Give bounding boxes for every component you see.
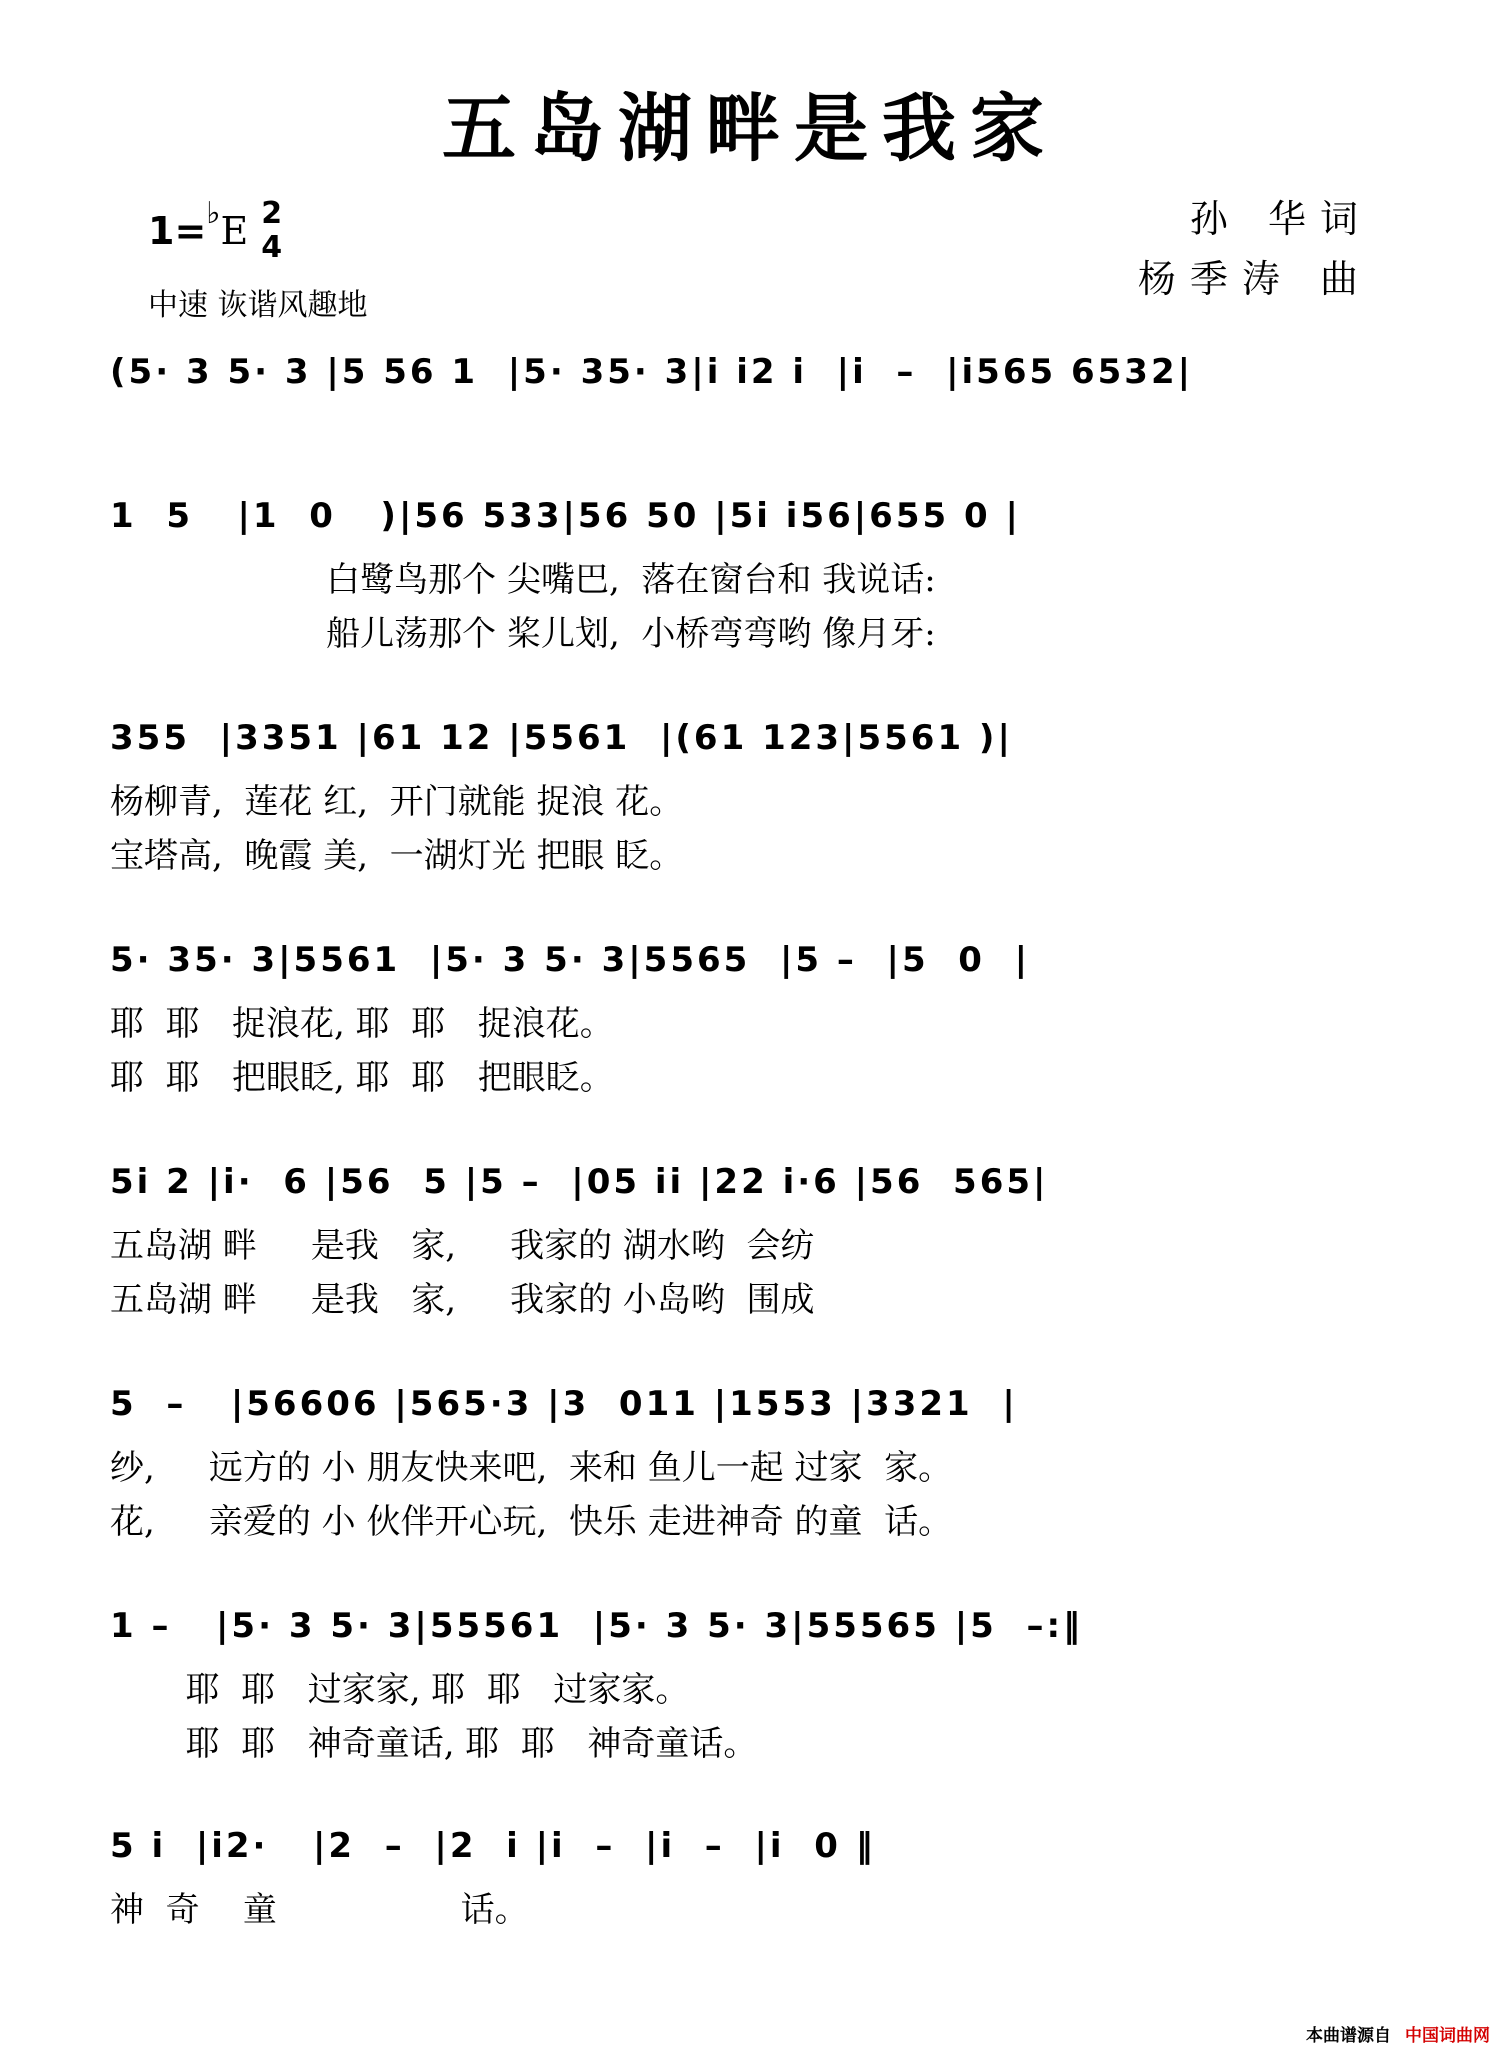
lyric-verse-1: 耶 耶 捉浪花, 耶 耶 捉浪花。 [110,1004,614,1044]
time-bottom: 4 [261,229,283,265]
notation-line: 5· 35· 3|5561 |5· 3 5· 3|5565 |5 – |5 0 | [110,940,1031,980]
time-top: 2 [261,195,283,231]
notation-line: 1 – |5· 3 5· 3|55561 |5· 3 5· 3|55565 |5 –:‖ [110,1606,1084,1646]
notation-line: 5i 2 |i· 6 |56 5 |5 – |05 ii |22 i·6 |56 565| [110,1162,1049,1202]
lyric-verse-2: 耶 耶 把眼眨, 耶 耶 把眼眨。 [110,1058,614,1098]
lyricist-credit: 孙 华词 [1189,197,1372,241]
lyric-verse-1: 纱, 远方的 小 朋友快来吧, 来和 鱼儿一起 过家 家。 [110,1448,953,1488]
notation-line: 1 5 |1 0 )|56 533|56 50 |5i i56|655 0 | [110,496,1021,536]
lyric-verse-1: 白鹭鸟那个 尖嘴巴, 落在窗台和 我说话: [110,560,936,600]
notation-line: 355 |3351 |61 12 |5561 |(61 123|5561 )| [110,718,1013,758]
lyric-verse-2: 五岛湖 畔 是我 家, 我家的 小岛哟 围成 [110,1280,815,1320]
lyric-verse-2: 船儿荡那个 桨儿划, 小桥弯弯哟 像月牙: [110,614,936,654]
key-note: E [220,208,249,253]
flat-sign: ♭ [206,196,221,231]
key-signature [148,196,282,265]
lyric-verse-2: 耶 耶 神奇童话, 耶 耶 神奇童话。 [110,1724,758,1764]
key-prefix: 1= [148,208,207,253]
time-signature [261,197,282,265]
score-title: 五岛湖畔是我家 [442,86,1058,172]
footer-site-link[interactable]: 中国词曲网 [1405,2026,1490,2046]
composer-credit: 杨季涛 曲 [1137,257,1372,301]
footer-source: 本曲谱源自 [1306,2026,1391,2046]
source-footer [1306,2021,1490,2046]
lyric-verse-1: 杨柳青, 莲花 红, 开门就能 捉浪 花。 [110,782,684,822]
lyric-verse-2: 花, 亲爱的 小 伙伴开心玩, 快乐 走进神奇 的童 话。 [110,1502,953,1542]
notation-line: (5· 3 5· 3 |5 56 1 |5· 35· 3|i i2 i |i – |i565 6532| [110,352,1194,392]
lyric-verse-1: 耶 耶 过家家, 耶 耶 过家家。 [110,1670,690,1710]
lyric-verse-1: 神 奇 童 话。 [110,1890,529,1930]
lyric-verse-2: 宝塔高, 晚霞 美, 一湖灯光 把眼 眨。 [110,836,684,876]
lyric-verse-1: 五岛湖 畔 是我 家, 我家的 湖水哟 会纺 [110,1226,815,1266]
notation-line: 5 – |56606 |565·3 |3 011 |1553 |3321 | [110,1384,1018,1424]
notation-line: 5 i |i2· |2 – |2 i |i – |i – |i 0 ‖ [110,1826,876,1866]
tempo-marking: 中速 诙谐风趣地 [148,288,368,323]
